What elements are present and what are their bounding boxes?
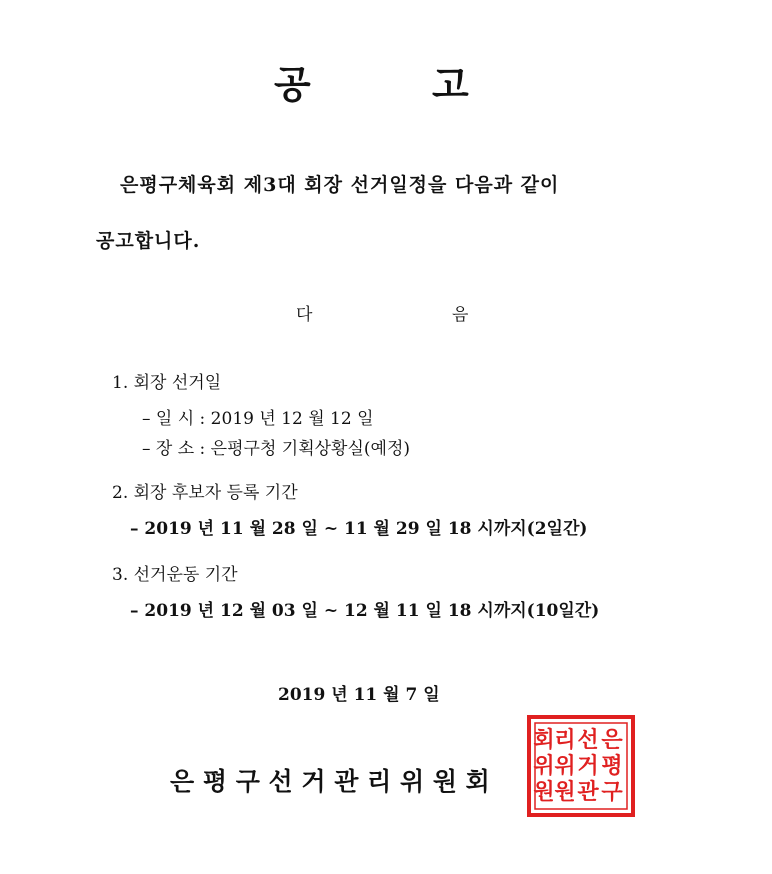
svg-text:원: 원 [554, 780, 576, 805]
section-1-place: – 장 소 : 은평구청 기획상황실(예정) [142, 439, 410, 459]
svg-text:관: 관 [577, 780, 599, 805]
svg-text:위: 위 [554, 754, 576, 779]
section-3-period: – 2019 년 12 월 03 일 ~ 12 월 11 일 18 시까지(10일간) [130, 601, 600, 621]
section-2-period: – 2019 년 11 월 28 일 ~ 11 월 29 일 18 시까지(2일간) [130, 519, 588, 539]
title-char-1: 공 [274, 62, 311, 107]
official-seal-stamp [527, 715, 635, 817]
intro-line-2: 공고합니다. [96, 230, 201, 252]
svg-text:거: 거 [577, 754, 599, 779]
svg-text:리: 리 [554, 728, 576, 753]
heading-char-1: 다 [296, 305, 313, 325]
svg-text:구: 구 [601, 780, 623, 805]
svg-text:위: 위 [533, 754, 555, 779]
section-2-title: 2. 회장 후보자 등록 기간 [112, 483, 298, 503]
section-1-title: 1. 회장 선거일 [112, 373, 222, 393]
svg-text:은: 은 [601, 728, 623, 753]
svg-text:회: 회 [533, 728, 555, 753]
seal-graphic [527, 715, 635, 817]
section-1-date: – 일 시 : 2019 년 12 월 12 일 [142, 409, 374, 429]
notice-title [274, 60, 474, 110]
intro-line-1: 은평구체육회 제3대 회장 선거일정을 다음과 같이 [120, 174, 560, 196]
section-3-title: 3. 선거운동 기간 [112, 565, 238, 585]
committee-name: 은 평 구 선 거 관 리 위 원 회 [170, 767, 490, 796]
title-char-2: 고 [432, 62, 469, 107]
heading-char-2: 음 [452, 305, 469, 325]
svg-text:평: 평 [601, 754, 623, 779]
issue-date: 2019 년 11 월 7 일 [278, 685, 440, 705]
svg-text:원: 원 [533, 780, 555, 805]
svg-text:선: 선 [577, 728, 599, 753]
